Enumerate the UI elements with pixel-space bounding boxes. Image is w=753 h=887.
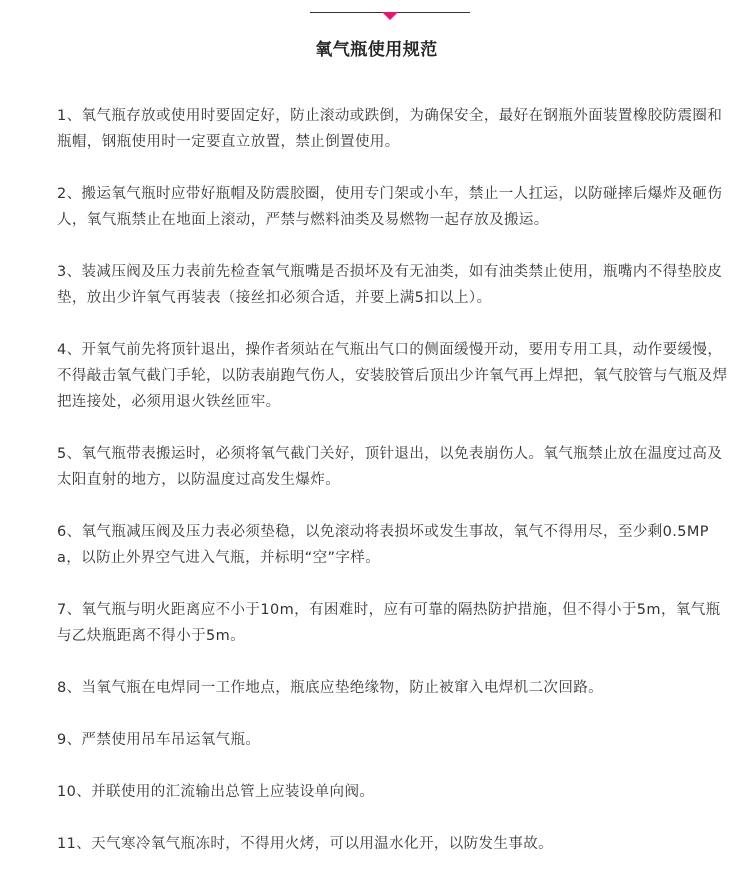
rule-item-10: 10、并联使用的汇流输出总管上应装设单向阀。 — [57, 784, 375, 800]
rule-item-2: 2、搬运氧气瓶时应带好瓶帽及防震胶圈，使用专门架或小车，禁止一人扛运，以防碰摔后爆炸及砸伤人，氧气瓶禁止在地面上滚动，严禁与燃料油类及易燃物一起存放及搬运。 — [57, 186, 723, 228]
rule-item-6: 6、氧气瓶减压阀及压力表必须垫稳，以免滚动将表损坏或发生事故，氧气不得用尽，至少剩0.5MPa，以防止外界空气进入气瓶，并标明“空”字样。 — [57, 524, 709, 566]
rule-item-4: 4、开氧气前先将顶针退出，操作者须站在气瓶出气口的侧面缓慢开动，要用专用工具，动作要缓慢，不得敲击氧气截门手轮，以防表崩跑气伤人，安装胶管后顶出少许氧气再上焊把，氧气胶管与气瓶及焊把连接处，必须用退火铁丝匝牢。 — [57, 342, 728, 410]
rule-item-5: 5、氧气瓶带表搬运时，必须将氧气截门关好，顶针退出，以免表崩伤人。氧气瓶禁止放在温度过高及太阳直射的地方，以防温度过高发生爆炸。 — [57, 446, 723, 488]
triangle-marker-icon — [382, 12, 398, 20]
rule-item-7: 7、氧气瓶与明火距离应不小于10m，有困难时，应有可靠的隔热防护措施，但不得小于5m，氧气瓶与乙炔瓶距离不得小于5m。 — [57, 602, 721, 644]
rules-list — [57, 103, 729, 883]
rule-item-11: 11、天气寒冷氧气瓶冻时，不得用火烤，可以用温水化开，以防发生事故。 — [57, 836, 554, 852]
rule-item-3: 3、装减压阀及压力表前先检查氧气瓶嘴是否损坏及有无油类，如有油类禁止使用，瓶嘴内不得垫胶皮垫，放出少许氧气再装表（接丝扣必须合适，并要上满5扣以上）。 — [57, 264, 723, 306]
page-title: 氧气瓶使用规范 — [315, 40, 438, 60]
header-decoration — [310, 12, 470, 22]
rule-item-8: 8、当氧气瓶在电焊同一工作地点，瓶底应垫绝缘物，防止被窜入电焊机二次回路。 — [57, 680, 604, 696]
rule-item-9: 9、严禁使用吊车吊运氧气瓶。 — [57, 732, 261, 748]
rule-item-1: 1、氧气瓶存放或使用时要固定好，防止滚动或跌倒，为确保安全，最好在钢瓶外面装置橡胶防震圈和瓶帽，钢瓶使用时一定要直立放置，禁止倒置使用。 — [57, 108, 723, 150]
